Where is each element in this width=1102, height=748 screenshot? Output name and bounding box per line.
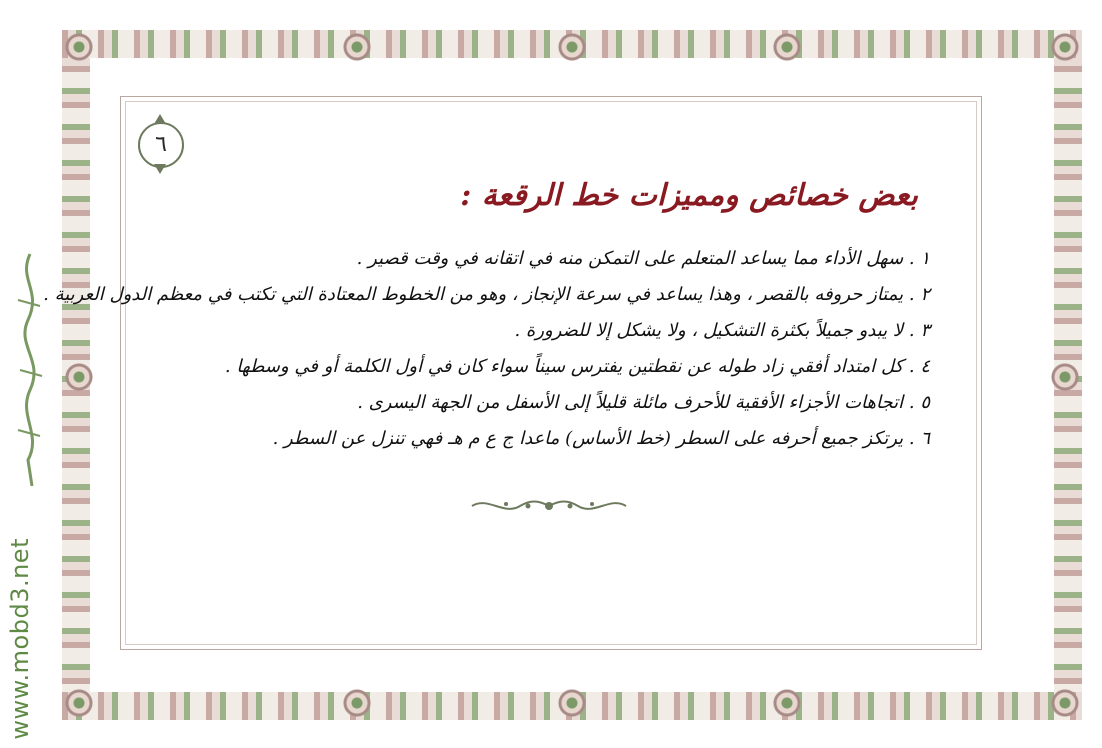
list-item: ٦ . يرتكز جميع أحرفه على السطر (خط الأساس) ماعدا ج ع م هـ فهي تنزل عن السطر .: [272, 428, 930, 449]
border-rosette-icon: [555, 686, 589, 720]
features-list: [43, 241, 930, 457]
border-rosette-icon: [62, 30, 96, 64]
border-rosette-icon: [62, 686, 96, 720]
border-rosette-icon: [340, 686, 374, 720]
site-url: www.mobd3.net: [6, 538, 34, 740]
page-heading: بعض خصائص ومميزات خط الرقعة :: [460, 178, 918, 213]
site-watermark: [0, 250, 60, 740]
page-number: ٦: [155, 132, 167, 157]
list-item: ١ . سهل الأداء مما يساعد المتعلم على التمكن منه في اتقانه في وقت قصير .: [356, 248, 930, 269]
page-content: [43, 178, 930, 457]
border-rosette-icon: [770, 686, 804, 720]
border-rosette-icon: [1048, 686, 1082, 720]
border-rosette-icon: [770, 30, 804, 64]
border-rosette-icon: [1048, 360, 1082, 394]
calligraphy-signature-icon: [10, 250, 50, 490]
border-rosette-icon: [62, 360, 96, 394]
list-item: ٤ . كل امتداد أفقي زاد طوله عن نقطتين يفترس سيناً سواء كان في أول الكلمة أو في وسطها .: [224, 356, 930, 377]
list-item: ٣ . لا يبدو جميلاً بكثرة التشكيل ، ولا يشكل إلا للضرورة .: [514, 320, 930, 341]
border-rosette-icon: [340, 30, 374, 64]
divider-ornament-icon: [468, 492, 630, 520]
page-number-badge: [134, 114, 186, 174]
border-rosette-icon: [555, 30, 589, 64]
list-item: ٥ . اتجاهات الأجزاء الأفقية للأحرف مائلة قليلاً إلى الأسفل من الجهة اليسرى .: [357, 392, 930, 413]
list-item: ٢ . يمتاز حروفه بالقصر ، وهذا يساعد في سرعة الإنجاز ، وهو من الخطوط المعتادة التي تكتب في معظم الدول العربية .: [43, 284, 930, 305]
border-rosette-icon: [1048, 30, 1082, 64]
